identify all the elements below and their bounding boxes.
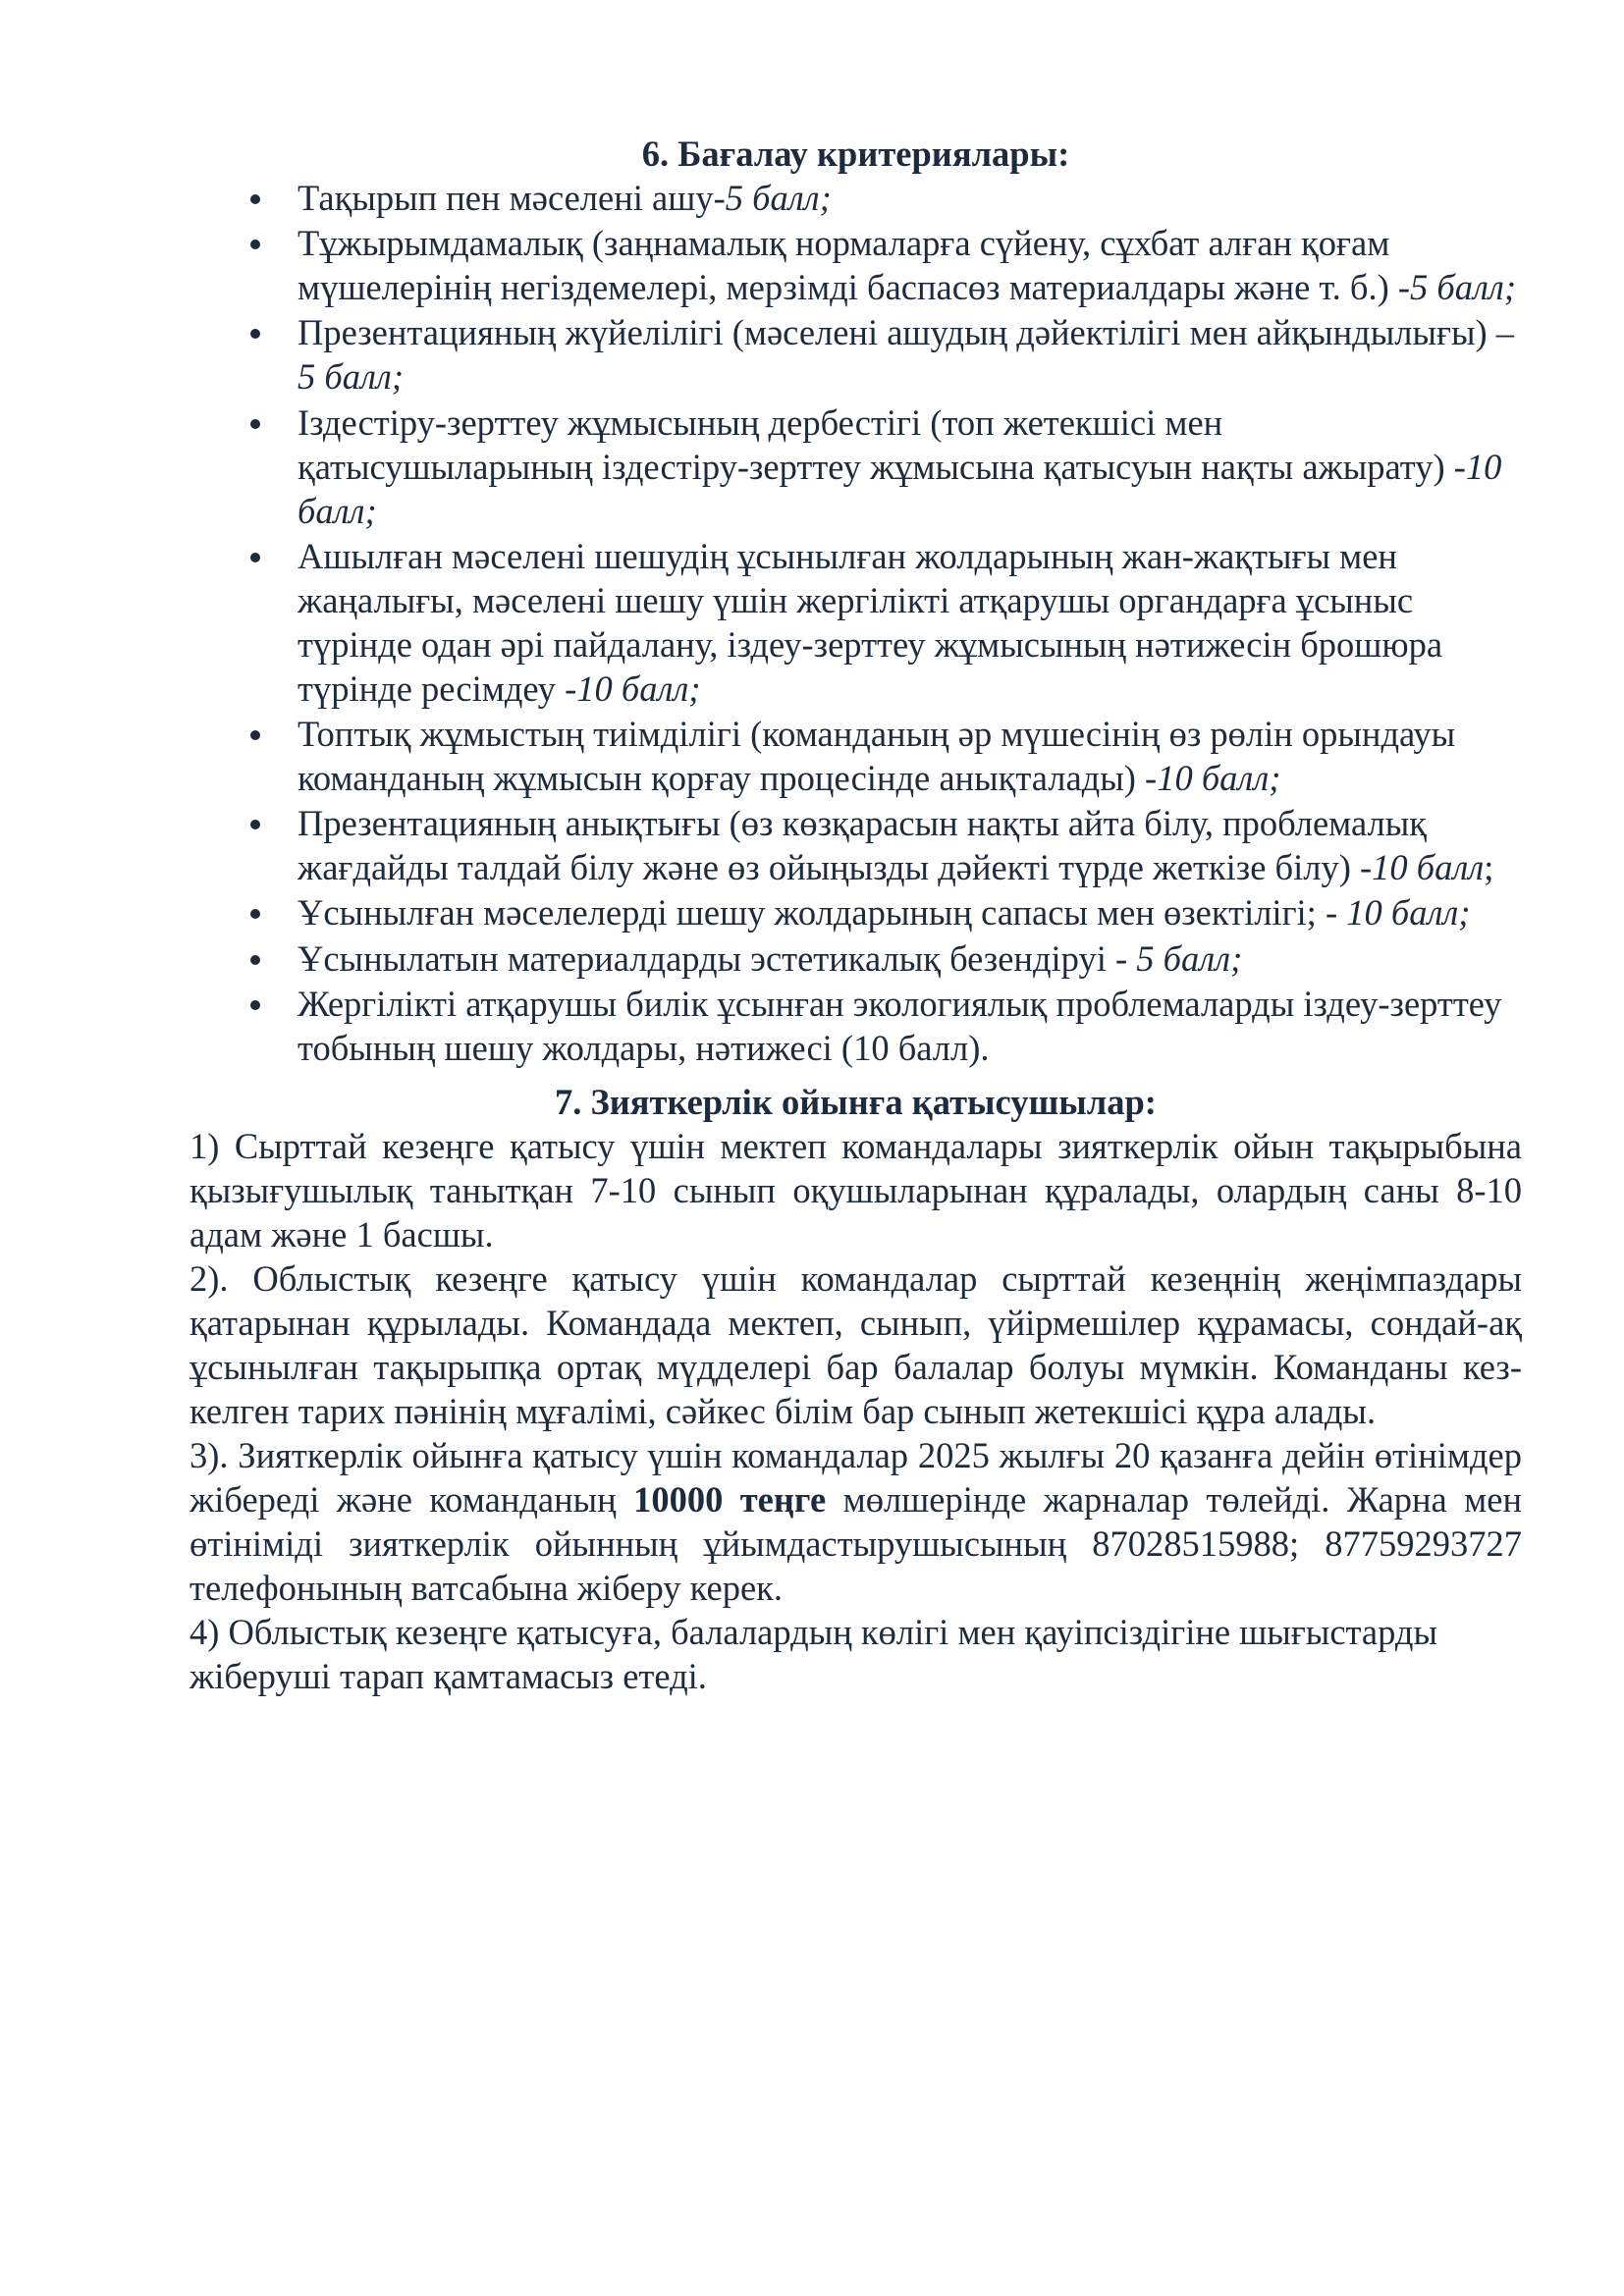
participants-paragraph-4: 4) Облыстық кезеңге қатысуға, балалардың көлігі мен қауіпсіздігіне шығыстарды жіберуші тарап қамтамасыз етеді.	[189, 1611, 1437, 1696]
criteria-item	[298, 176, 1522, 220]
bullet-icon	[250, 240, 260, 249]
criteria-text: Топтық жұмыстың тиімділігі (команданың әр мүшесінің өз рөлін орындауы команданың жұмысын қорғау процесінде анықталады)	[298, 713, 1456, 798]
criteria-item	[298, 982, 1522, 1070]
bullet-icon	[250, 194, 260, 204]
bullet-icon	[250, 909, 260, 919]
participants-paragraph-1: 1) Сырттай кезеңге қатысу үшін мектеп командалары зияткерлік ойын тақырыбына қызығушылық танытқан 7-10 сынып оқушыларынан құралады, олардың саны 8-10 адам және 1 басшы.	[189, 1125, 1522, 1255]
bullet-icon	[250, 419, 260, 429]
paragraph-3-text-end: мөлшерінде жарналар төлейді. Жарна мен өтініміді зияткерлік ойынның ұйымдастырушысының 87028515988; 87759293727 телефонының ватсабына жіберу керек.	[189, 1478, 1522, 1608]
bullet-icon	[250, 730, 260, 740]
criteria-points: - 10 балл;	[1325, 892, 1471, 934]
section-6-heading: 6. Бағалау критериялары:	[641, 133, 1070, 174]
criteria-item	[298, 801, 1522, 889]
criteria-item	[298, 712, 1522, 800]
paragraph-3-text-start: 3). Зияткерлік ойынға қатысу үшін командалар 2025 жылғы 20 қазанға дейін өтінімдер жібереді және команданың	[189, 1434, 1522, 1520]
page-content	[189, 132, 1522, 1698]
criteria-points: 5 балл;	[298, 356, 404, 398]
criteria-points: -10 балл;	[1145, 757, 1281, 798]
bullet-icon	[250, 553, 260, 562]
bullet-icon	[250, 955, 260, 965]
criteria-points: -10 балл;	[565, 667, 701, 709]
criteria-text: Ұсынылатын материалдарды эстетикалық безендіруі -	[298, 937, 1137, 979]
bullet-icon	[250, 329, 260, 339]
section-7-heading: 7. Зияткерлік ойынға қатысушылар:	[555, 1081, 1157, 1122]
criteria-item	[298, 221, 1522, 309]
criteria-item	[298, 534, 1522, 711]
criteria-tail: ;	[1484, 847, 1494, 888]
criteria-points: -5 балл;	[1397, 267, 1516, 308]
criteria-item	[298, 400, 1522, 533]
criteria-points: 5 балл;	[1136, 937, 1243, 979]
criteria-item	[298, 936, 1522, 981]
criteria-list	[189, 176, 1522, 1070]
criteria-text: Тұжырымдамалық (заңнамалық нормаларға сүйену, сұхбат алған қоғам мүшелерінің негіздемелері, мерзімді баспасөз материалдары және т. б.)	[298, 223, 1398, 308]
criteria-item	[298, 890, 1522, 934]
criteria-text: Презентацияның анықтығы (өз көзқарасын нақты айта білу, проблемалық жағдайды талдай білу және өз ойыңызды дәйекті түрде жеткізе білу)	[298, 803, 1428, 888]
participants-paragraph-2: 2). Облыстық кезеңге қатысу үшін командалар сырттай кезеңнің жеңімпаздары қатарынан құрылады. Командада мектеп, сынып, үйірмешілер құрамасы, сондай-ақ ұсынылған тақырыпқа ортақ мүдделері бар балалар болуы мүмкін. Команданы кез-келген тарих пәнінің мұғалімі, сәйкес білім бар сынып жетекшісі құра алады.	[189, 1257, 1522, 1431]
criteria-text: Іздестіру-зерттеу жұмысының дербестігі (топ жетекшісі мен қатысушыларының іздестіру-зерттеу жұмысына қатысуын нақты ажырату)	[298, 401, 1454, 487]
criteria-points: 5 балл;	[725, 178, 832, 218]
criteria-text: Презентацияның жүйелілігі (мәселені ашудың дәйектілігі мен айқындылығы) –	[298, 312, 1515, 353]
criteria-item	[298, 310, 1522, 399]
criteria-text: Ұсынылған мәселелерді шешу жолдарының сапасы мен өзектілігі;	[298, 892, 1326, 934]
bullet-icon	[250, 1000, 260, 1010]
bullet-icon	[250, 820, 260, 829]
fee-amount: 10000 теңге	[633, 1478, 827, 1520]
criteria-points: -10 балл	[1360, 847, 1485, 888]
criteria-points: -10 балл;	[298, 446, 1502, 531]
participants-paragraph-3	[189, 1433, 1522, 1610]
criteria-text: Жергілікті атқарушы билік ұсынған экологиялық проблемаларды іздеу-зерттеу тобының шешу жолдары, нәтижесі (10 балл).	[298, 983, 1502, 1068]
criteria-text: Ашылған мәселені шешудің ұсынылған жолдарының жан-жақтығы мен жаңалығы, мәселені шешу үшін жергілікті атқарушы органдарға ұсыныс түрінде одан әрі пайдалану, іздеу-зерттеу жұмысының нәтижесін брошюра түрінде ресімдеу	[298, 535, 1443, 709]
criteria-text: Тақырып пен мәселені ашу-	[298, 178, 726, 218]
